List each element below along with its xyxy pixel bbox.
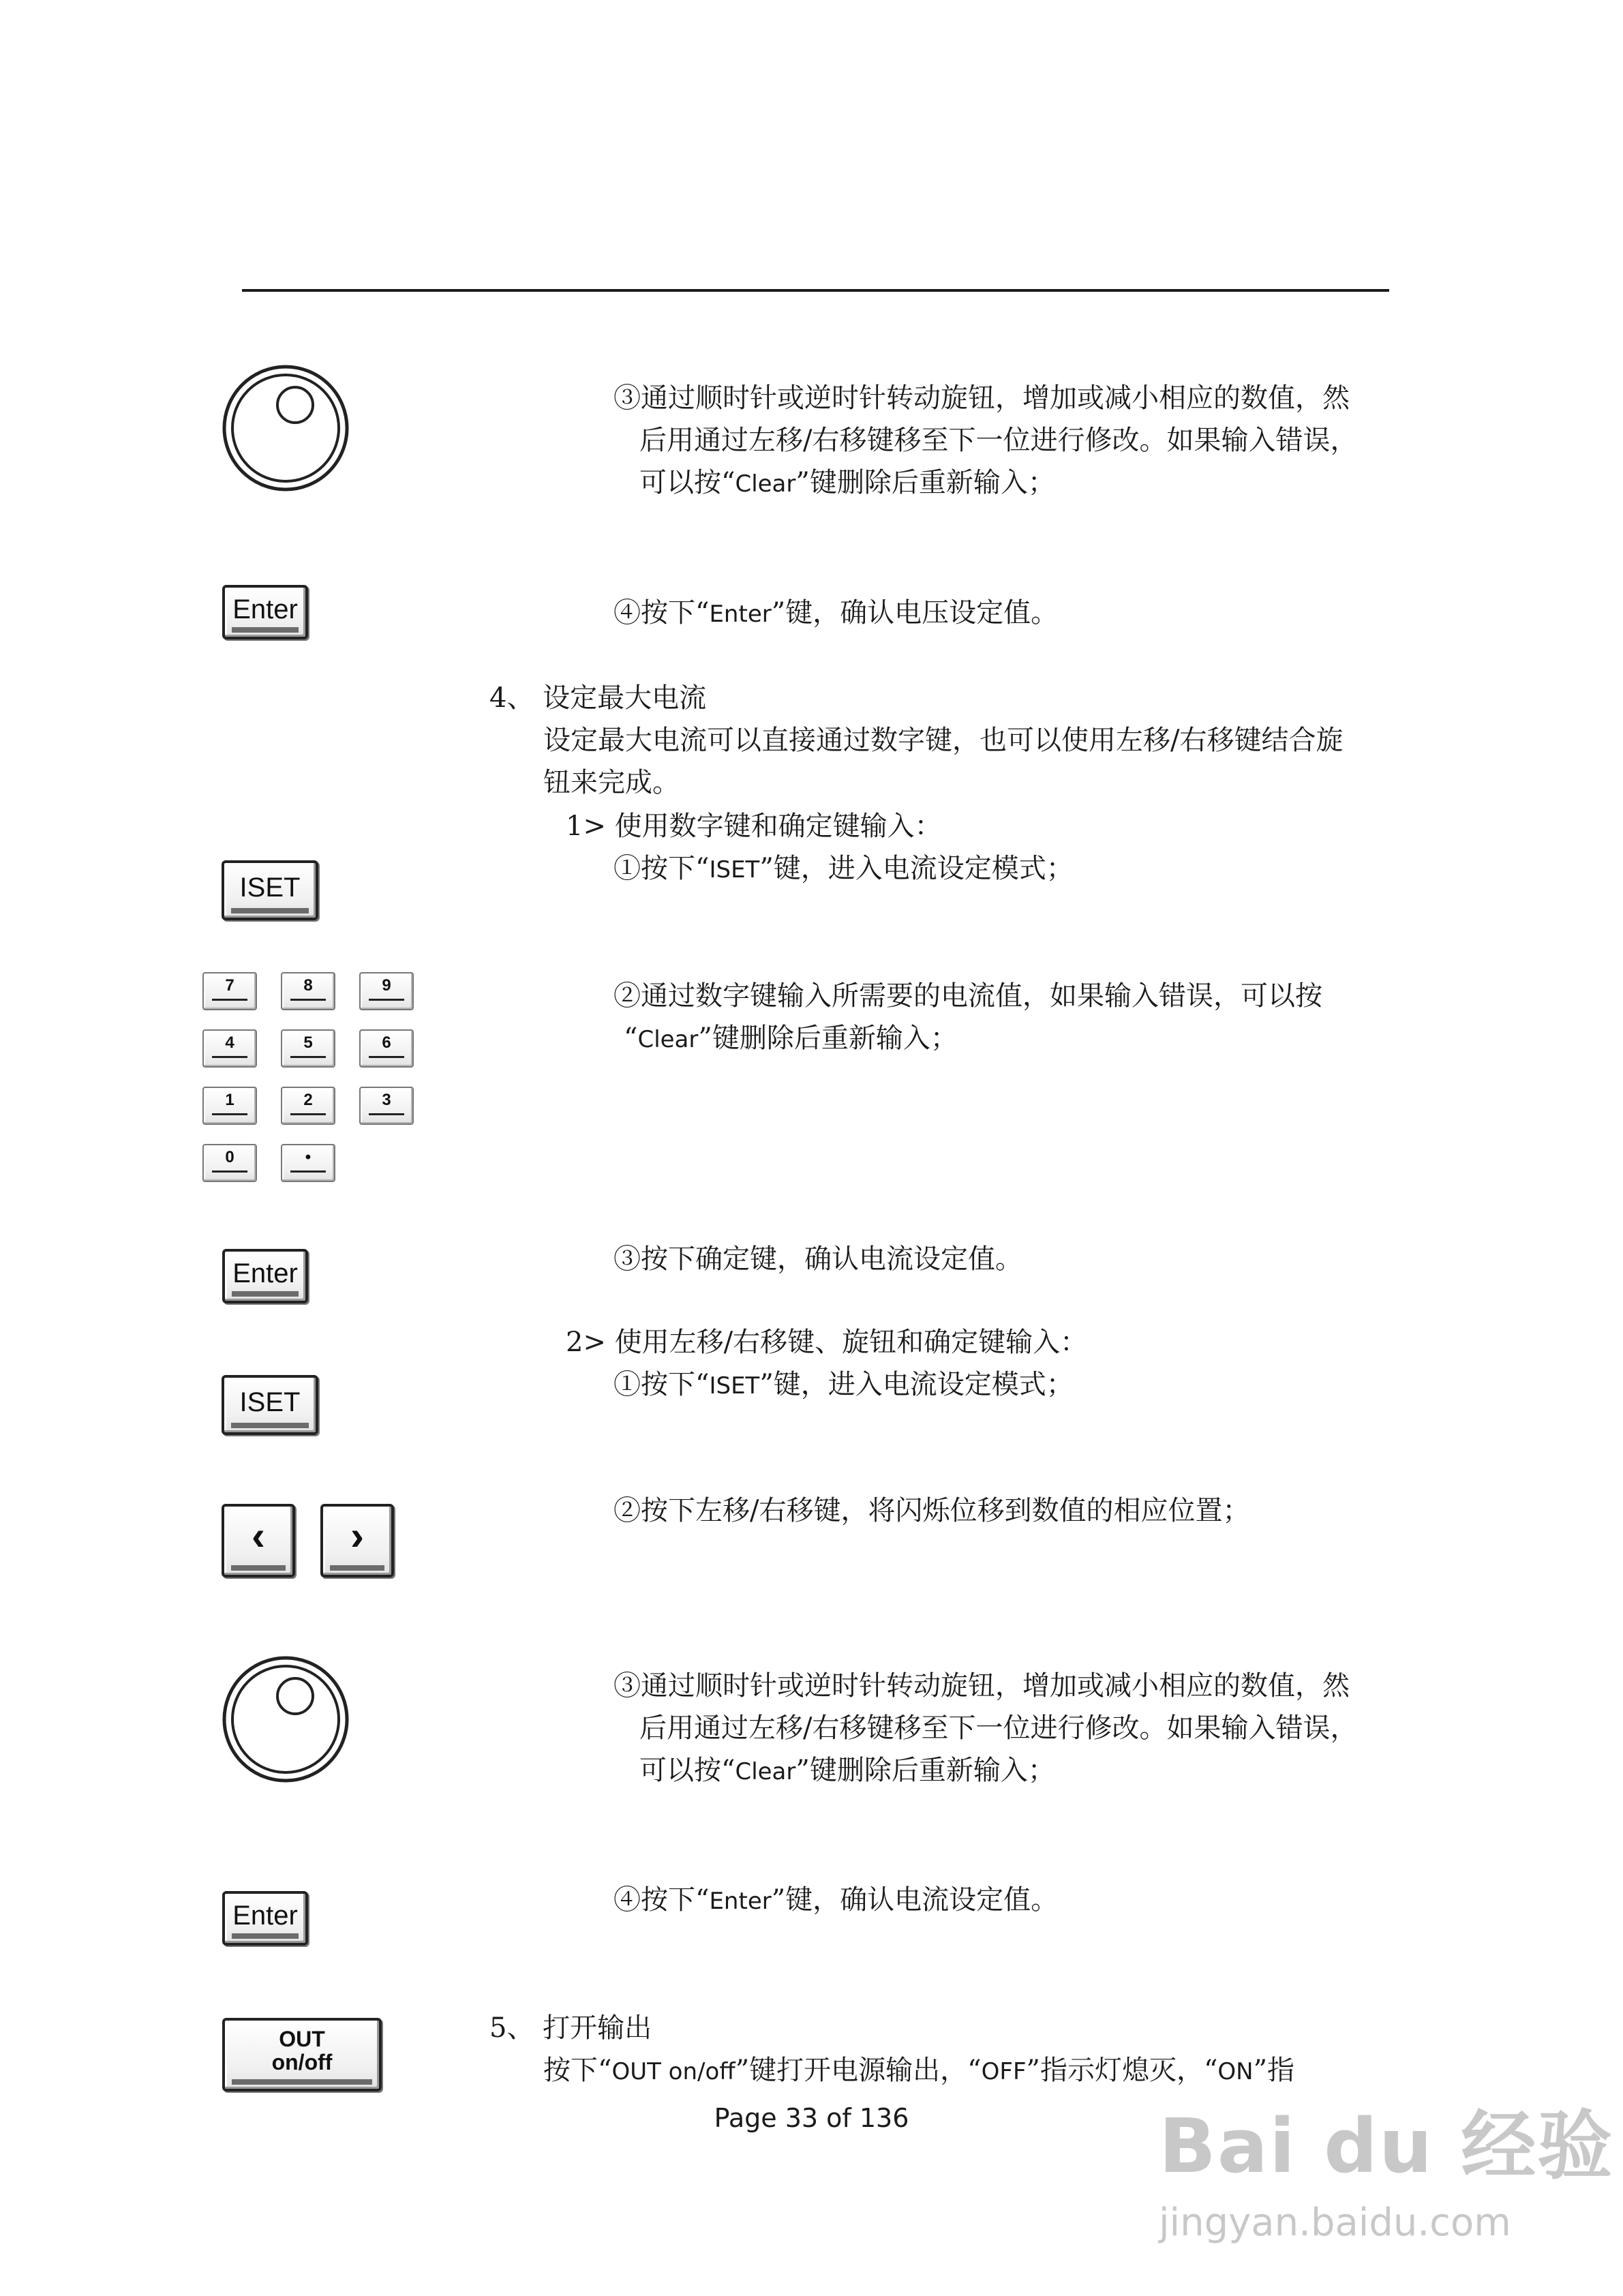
- text-line: ③通过顺时针或逆时针转动旋钮，增加或减小相应的数值，然: [613, 1670, 1350, 1702]
- enter-key: Enter: [222, 585, 308, 639]
- watermark-url: jingyan.baidu.com: [1159, 2201, 1511, 2245]
- num-key-7: 7: [202, 972, 257, 1010]
- text-line: 后用通过左移/右移键移至下一位进行修改。如果输入错误，: [639, 1712, 1358, 1744]
- right-arrow-key: ›: [320, 1504, 394, 1577]
- rotary-knob-icon: [222, 1655, 350, 1783]
- iset-key: ISET: [222, 1375, 318, 1435]
- num-key-6: 6: [359, 1029, 414, 1068]
- text-line: ①按下“ISET”键，进入电流设定模式；: [613, 853, 1074, 884]
- watermark-brand: Bai du 经验: [1159, 2102, 1614, 2190]
- num-key-4: 4: [202, 1029, 257, 1068]
- text-line: ④按下“Enter”键，确认电流设定值。: [613, 1884, 1059, 1916]
- text-line: 按下“OUT on/off”键打开电源输出，“OFF”指示灯熄灭，“ON”指: [543, 2055, 1295, 2086]
- text-line: ②通过数字键输入所需要的电流值，如果输入错误，可以按: [613, 980, 1322, 1012]
- text-line: ③通过顺时针或逆时针转动旋钮，增加或减小相应的数值，然: [613, 382, 1350, 414]
- num-key-dot: •: [281, 1144, 335, 1182]
- iset-key: ISET: [222, 860, 318, 920]
- num-key-2: 2: [281, 1087, 335, 1125]
- text-line: 后用通过左移/右移键移至下一位进行修改。如果输入错误，: [639, 425, 1358, 456]
- num-key-3: 3: [359, 1087, 414, 1125]
- header-rule: [242, 289, 1389, 292]
- num-key-8: 8: [281, 972, 335, 1010]
- text-line: ③按下确定键，确认电流设定值。: [613, 1243, 1022, 1275]
- sub-heading: 2> 使用左移/右移键、旋钮和确定键输入：: [566, 1327, 1088, 1358]
- out-on-off-key: OUT on/off: [222, 2018, 382, 2091]
- num-key-9: 9: [359, 972, 414, 1010]
- num-key-1: 1: [202, 1087, 257, 1125]
- rotary-knob-icon: [222, 364, 350, 492]
- num-key-5: 5: [281, 1029, 335, 1068]
- section-heading: 4、 设定最大电流: [489, 682, 707, 714]
- text-line: 钮来完成。: [543, 767, 680, 798]
- left-arrow-key: ‹: [222, 1504, 295, 1577]
- text-line: ②按下左移/右移键，将闪烁位移到数值的相应位置；: [613, 1495, 1250, 1526]
- enter-key: Enter: [222, 1891, 308, 1946]
- sub-heading: 1> 使用数字键和确定键输入：: [566, 811, 942, 842]
- text-line: ④按下“Enter”键，确认电压设定值。: [613, 597, 1059, 629]
- page-footer: Page 33 of 136: [714, 2103, 909, 2133]
- text-line: 设定最大电流可以直接通过数字键，也可以使用左移/右移键结合旋: [543, 725, 1344, 756]
- text-line: “Clear”键删除后重新输入；: [624, 1023, 958, 1054]
- text-line: 可以按“Clear”键删除后重新输入；: [639, 1755, 1055, 1786]
- section-heading: 5、 打开输出: [489, 2012, 652, 2044]
- num-key-0: 0: [202, 1144, 257, 1182]
- text-line: ①按下“ISET”键，进入电流设定模式；: [613, 1369, 1074, 1400]
- enter-key: Enter: [222, 1249, 308, 1303]
- watermark: [1159, 2086, 1613, 2245]
- text-line: 可以按“Clear”键删除后重新输入；: [639, 467, 1055, 498]
